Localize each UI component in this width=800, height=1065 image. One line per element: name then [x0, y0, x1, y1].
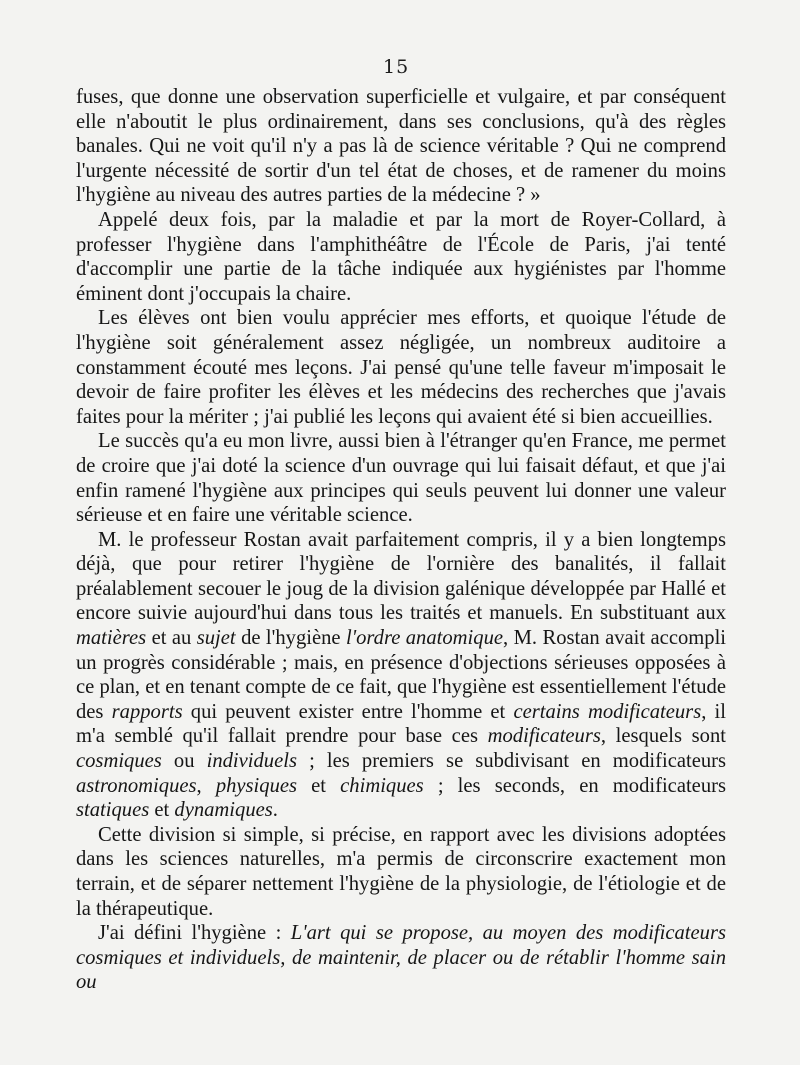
text-run: fuses, que donne une observation superficielle et vulgaire, et par conséquent elle n'aboutit le plus ordinairement, dans ses conclusions, qu'à des règles banales. Qui ne voit qu'il n'y a pas là de science véritable ? Qui ne comprend l'urgente nécessité de sortir d'un tel état de choses, et de ramener du moins l'hygiène au niveau des autres parties de la médecine ? »: [76, 86, 726, 207]
text-run: ; les premiers se subdivisant en modificateurs: [296, 750, 727, 773]
text-run: Le succès qu'a eu mon livre, aussi bien à l'étranger qu'en France, me permet de croire que j'ai doté la science d'un ouvrage qui lui faisait défaut, et que j'ai enfin ramené l'hygiène aux principes qui seuls peuvent lui donner une valeur sérieuse et en faire une véritable science.: [76, 430, 726, 527]
text-run: Cette division si simple, si précise, en rapport avec les divisions adoptées dans les sciences naturelles, m'a permis de circonscrire exactement mon terrain, et de séparer nettement l'hygiène de la physiologie, de l'étiologie et de la thérapeutique.: [76, 823, 726, 920]
text-run: et: [297, 774, 341, 797]
paragraph-3: [76, 306, 726, 429]
text-run: de l'hygiène: [235, 627, 346, 650]
paragraph-5: [76, 528, 726, 823]
text-run: , il m'a semblé qu'il fallait prendre pour base ces: [76, 700, 726, 748]
text-run: , M. Rostan avait accompli un progrès considérable ; mais, en présence d'objections sérieuses opposées à ce plan, et en tenant compte de ce fait, que l'hygiène est essentiellement l'étude des: [76, 627, 727, 723]
paragraph-4: [76, 429, 726, 527]
paragraph-7: [76, 921, 726, 995]
text-run: ou: [161, 750, 207, 773]
page-number: 15: [383, 56, 410, 78]
text-run: et: [149, 799, 175, 822]
italic-text-run: rapports: [111, 700, 183, 723]
paragraph-6: [76, 823, 726, 921]
italic-text-run: cosmiques: [76, 750, 162, 773]
text-run: et au: [146, 627, 197, 650]
italic-text-run: statiques: [76, 799, 150, 822]
italic-text-run: astronomiques: [76, 774, 197, 797]
italic-text-run: dynamiques: [174, 799, 273, 822]
italic-text-run: certains modificateurs: [513, 700, 702, 723]
italic-text-run: matières: [76, 627, 147, 650]
italic-text-run: sujet: [196, 627, 236, 650]
text-run: qui peuvent exister entre l'homme et: [182, 700, 514, 723]
text-run: M. le professeur Rostan avait parfaitement compris, il y a bien longtemps déjà, que pour retirer l'hygiène de l'ornière des banalités, il fallait préalablement secouer le joug de la division galénique développée par Hallé et encore suivie aujourd'hui dans tous les traités et manuels. En substituant aux: [76, 528, 726, 625]
text-run: J'ai défini l'hygiène :: [98, 922, 291, 945]
text-run: , lesquels sont: [600, 725, 726, 748]
text-run: ; les seconds, en modificateurs: [423, 774, 726, 797]
italic-text-run: modificateurs: [487, 725, 601, 748]
italic-text-run: physiques: [215, 774, 298, 797]
italic-text-run: individuels: [206, 750, 297, 773]
text-run: .: [272, 799, 278, 822]
paragraph-2: [76, 208, 726, 306]
text-run: Les élèves ont bien voulu apprécier mes efforts, et quoique l'étude de l'hygiène soit généralement assez négligée, un nombreux auditoire a constamment écouté mes leçons. J'ai pensé qu'une telle faveur m'imposait le devoir de faire profiter les élèves et les médecins des recherches que j'avais faites pour la mériter ; j'ai publié les leçons qui avaient été si bien accueillies.: [76, 307, 726, 428]
italic-text-run: l'ordre anatomique: [345, 627, 504, 650]
text-run: ,: [196, 774, 216, 797]
italic-text-run: L'art qui se propose, au moyen des modificateurs cosmiques et individuels, de maintenir, de placer ou de rétablir l'homme sain ou: [76, 922, 726, 994]
body-text: [76, 85, 726, 995]
paragraph-1: [76, 85, 726, 208]
italic-text-run: chimiques: [340, 774, 424, 797]
text-run: Appelé deux fois, par la maladie et par la mort de Royer-Collard, à professer l'hygiène dans l'amphithéâtre de l'École de Paris, j'ai tenté d'accomplir une partie de la tâche indiquée aux hygiénistes par l'homme éminent dont j'occupais la chaire.: [76, 208, 726, 305]
